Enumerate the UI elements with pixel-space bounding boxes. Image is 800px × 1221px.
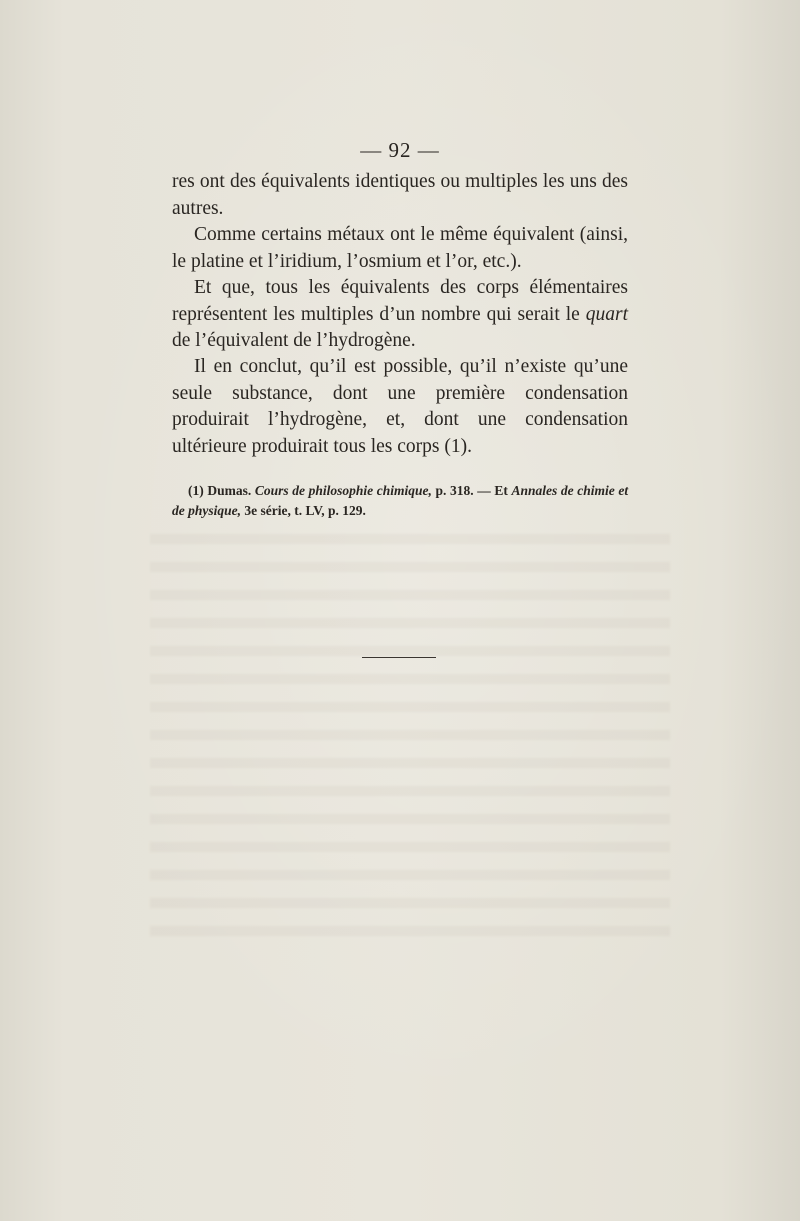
footnote-author: Dumas. xyxy=(207,483,252,498)
paragraph-equivalents xyxy=(172,275,628,355)
footnote xyxy=(172,481,628,521)
paragraph-metals: Comme certains métaux ont le même équivalent (ainsi, le platine et l’iridium, l’osmium et l’or, etc.). xyxy=(172,224,628,272)
paragraph-equivalents-text: Et que, tous les équivalents des corps élémentaires représentent les multiples d’un nombre qui serait le xyxy=(172,277,628,325)
paragraph-equivalents-end: de l’équivalent de l’hydrogène. xyxy=(172,330,416,351)
footnote-work-1: Cours de philosophie chimique, xyxy=(254,483,432,498)
end-rule xyxy=(362,657,436,658)
footnote-work-2: Annales de chimie et de physique, xyxy=(172,483,629,518)
paragraph-conclusion: Il en conclut, qu’il est possible, qu’il n’existe qu’une seule substance, dont une première condensation produirait l’hydrogène, et, dont une condensation ultérieure produirait tous les corps (1). xyxy=(172,356,628,457)
paragraph-continuation: res ont des équivalents identiques ou multiples les uns des autres. xyxy=(172,171,628,219)
italic-quart: quart xyxy=(585,303,628,325)
footnote-marker: (1) xyxy=(188,483,204,498)
footnote-ref-2: 3e série, t. LV, p. 129. xyxy=(244,503,366,518)
footnote-ref-1: p. 318. — xyxy=(435,483,491,498)
bleed-through-text xyxy=(150,520,670,950)
footnote-and: Et xyxy=(494,483,508,498)
page-number: — 92 — xyxy=(360,138,440,162)
